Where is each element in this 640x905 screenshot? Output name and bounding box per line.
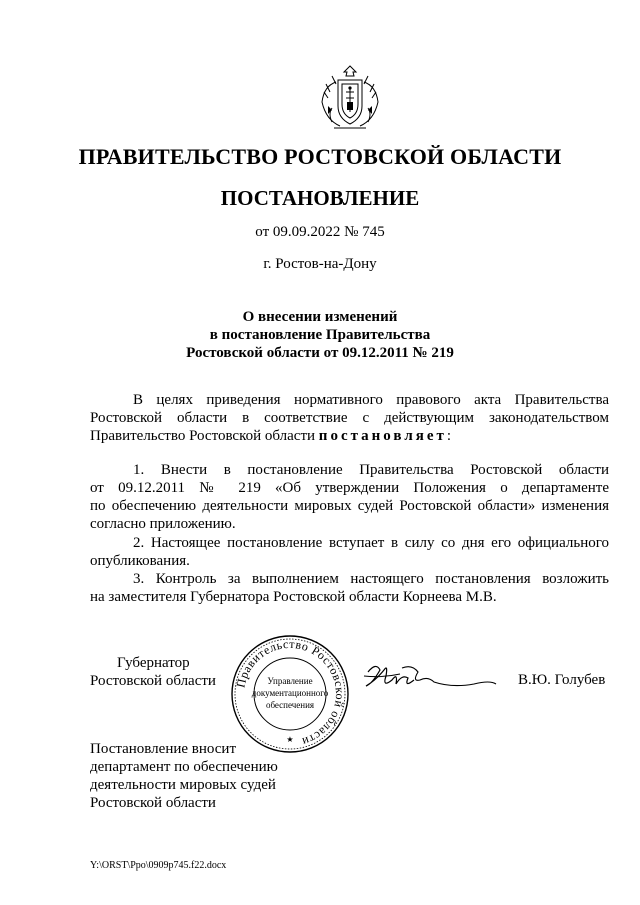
preamble-paragraph — [90, 391, 609, 445]
paragraph-line: от 09.12.2011 № 219 «Об утверждении Положения о департаменте — [90, 480, 609, 496]
subject-line: в постановление Правительства — [209, 327, 431, 343]
preamble-text: Правительство Ростовской области — [90, 428, 319, 444]
stamp-center-text: Управление — [267, 676, 313, 686]
stamp-center-text: обеспечения — [265, 700, 315, 710]
paragraph-line: Ростовской области в соответствие с действующим законодательством — [90, 410, 609, 426]
official-stamp — [228, 632, 352, 756]
submitter-line: Ростовской области — [90, 795, 216, 811]
preamble-colon: : — [446, 428, 452, 444]
subject-line: Ростовской области от 09.12.2011 № 219 — [186, 345, 454, 361]
signatory-name: В.Ю. Голубев — [518, 672, 606, 688]
position-region: Ростовской области — [90, 673, 216, 689]
item-2-paragraph — [90, 534, 609, 570]
submitter-line: департамент по обеспечению — [90, 759, 278, 775]
document-type: ПОСТАНОВЛЕНИЕ — [220, 186, 420, 210]
document-city: г. Ростов-на-Дону — [263, 256, 377, 272]
submitter-block — [90, 740, 278, 812]
footer-file-path: Y:\ORST\Ppo\0909p745.f22.docx — [90, 860, 227, 871]
document-date-number: от 09.09.2022 № 745 — [255, 224, 385, 240]
resolves-keyword: постановляет — [318, 428, 447, 444]
position-title: Губернатор — [117, 655, 190, 671]
submitter-line: Постановление вносит — [90, 741, 237, 757]
paragraph-line: согласно приложению. — [90, 516, 236, 532]
stamp-star-icon: ★ — [286, 735, 294, 744]
paragraph-line — [90, 427, 609, 445]
item-3-paragraph — [90, 570, 609, 606]
government-title: ПРАВИТЕЛЬСТВО РОСТОВСКОЙ ОБЛАСТИ — [78, 144, 562, 169]
paragraph-line: на заместителя Губернатора Ростовской области Корнеева М.В. — [90, 589, 497, 605]
item-1-paragraph — [90, 461, 609, 533]
stamp-ring-text: Правительство Ростовской области — [233, 636, 348, 750]
paragraph-line: опубликования. — [90, 553, 190, 569]
signatory-position — [90, 654, 216, 690]
paragraph-line: 3. Контроль за выполнением настоящего постановления возложить — [133, 571, 609, 587]
submitter-line: деятельности мировых судей — [90, 777, 276, 793]
paragraph-line: 1. Внести в постановление Правительства Ростовской области — [133, 462, 609, 478]
handwritten-signature — [362, 658, 502, 698]
paragraph-line: по обеспечению деятельности мировых судей Ростовской области» изменения — [90, 498, 609, 514]
coat-of-arms-emblem — [314, 62, 386, 134]
paragraph-line: В целях приведения нормативного правового акта Правительства — [133, 392, 609, 408]
subject-line: О внесении изменений — [242, 309, 398, 325]
document-subject — [0, 308, 640, 362]
paragraph-line: 2. Настоящее постановление вступает в силу со дня его официального — [133, 535, 609, 551]
stamp-center-text: документационного — [251, 688, 329, 698]
